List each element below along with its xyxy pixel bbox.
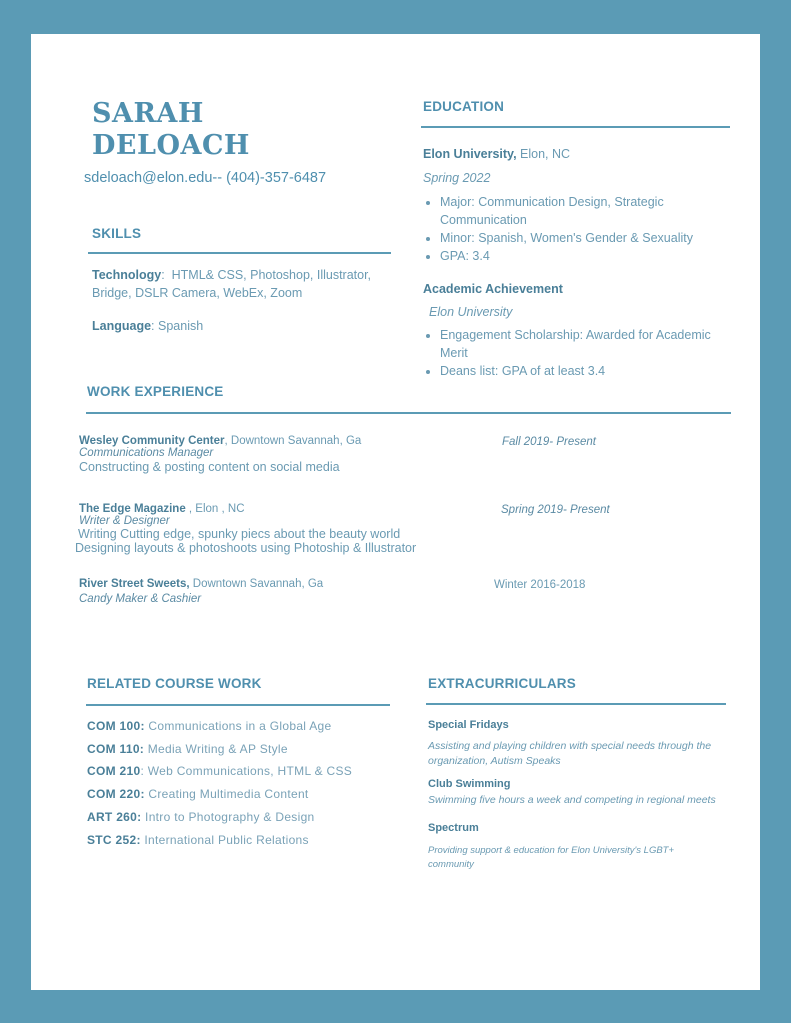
job-org: Wesley Community Center bbox=[79, 435, 225, 447]
extracurriculars-divider bbox=[426, 703, 726, 705]
job-location: , Downtown Savannah, Ga bbox=[224, 435, 362, 447]
job-location: Downtown Savannah, Ga bbox=[189, 578, 324, 590]
education-school: Elon University, bbox=[423, 147, 517, 161]
job-role: Communications Manager bbox=[79, 447, 214, 459]
education-location: Elon, NC bbox=[520, 147, 571, 161]
job-description: Designing layouts & photoshoots using Photoship & Illustrator bbox=[75, 541, 417, 555]
job-entry bbox=[75, 503, 475, 555]
achievement-school: Elon University bbox=[429, 305, 513, 319]
language-value: Spanish bbox=[158, 319, 204, 333]
skills-heading: SKILLS bbox=[92, 226, 142, 241]
job-entry bbox=[79, 435, 459, 474]
skills-divider bbox=[88, 252, 391, 254]
education-details bbox=[424, 193, 724, 265]
job-description: Constructing & posting content on social media bbox=[79, 460, 340, 474]
contact-info: sdeloach@elon.edu-- (404)-357-6487 bbox=[84, 170, 327, 186]
last-name: DELOACH bbox=[92, 130, 250, 161]
language-label: Language bbox=[92, 319, 152, 333]
work-divider bbox=[86, 412, 731, 414]
education-major: • Major: Communication Design, Strategic Communication bbox=[440, 193, 724, 229]
course-list bbox=[87, 715, 352, 851]
job-location: , Elon , NC bbox=[185, 503, 245, 515]
course-item: ART 260: Intro to Photography & Design bbox=[87, 809, 315, 824]
education-date: Spring 2022 bbox=[423, 171, 491, 185]
achievement-list bbox=[424, 326, 724, 380]
course-item: STC 252: International Public Relations bbox=[87, 832, 309, 847]
job-role: Candy Maker & Cashier bbox=[79, 593, 202, 605]
skills-language: Language: Spanish bbox=[92, 319, 204, 333]
skills-technology: Technology: HTML& CSS, Photoshop, Illustrator, Bridge, DSLR Camera, WebEx, Zoom bbox=[92, 268, 372, 300]
resume-page bbox=[31, 34, 760, 990]
extracurricular-title: Special Fridays bbox=[428, 719, 509, 731]
technology-label: Technology bbox=[92, 268, 162, 282]
extracurricular-description: Providing support & education for Elon University's LGBT+ community bbox=[428, 845, 675, 870]
coursework-heading: RELATED COURSE WORK bbox=[87, 676, 262, 691]
technology-value: HTML& CSS, Photoshop, Illustrator, Bridge, DSLR Camera, WebEx, Zoom bbox=[92, 268, 372, 300]
job-role: Writer & Designer bbox=[79, 515, 170, 527]
course-item: COM 220: Creating Multimedia Content bbox=[87, 787, 309, 802]
course-item: COM 210: Web Communications, HTML & CSS bbox=[87, 764, 353, 779]
job-org: River Street Sweets, bbox=[79, 578, 190, 590]
resume-name bbox=[92, 98, 250, 162]
extracurricular-description: Swimming five hours a week and competing in regional meets bbox=[428, 794, 716, 806]
course-item: COM 110: Media Writing & AP Style bbox=[87, 741, 288, 756]
job-date: Winter 2016-2018 bbox=[494, 579, 586, 591]
work-heading: WORK EXPERIENCE bbox=[87, 384, 224, 399]
job-date: Spring 2019- Present bbox=[501, 504, 610, 516]
first-name: SARAH bbox=[92, 98, 204, 129]
job-entry bbox=[79, 578, 459, 605]
job-description: Writing Cutting edge, spunky piecs about the beauty world bbox=[78, 527, 401, 541]
extracurriculars-heading: EXTRACURRICULARS bbox=[428, 676, 576, 691]
achievement-deans-list: • Deans list: GPA of at least 3.4 bbox=[440, 362, 724, 380]
achievement-heading: Academic Achievement bbox=[423, 282, 563, 296]
education-gpa: • GPA: 3.4 bbox=[440, 247, 724, 265]
coursework-divider bbox=[86, 704, 390, 706]
achievement-scholarship: • Engagement Scholarship: Awarded for Academic Merit bbox=[440, 326, 724, 362]
education-heading: EDUCATION bbox=[423, 99, 505, 114]
job-date: Fall 2019- Present bbox=[502, 436, 596, 448]
education-school-line bbox=[423, 145, 570, 163]
education-minor: • Minor: Spanish, Women's Gender & Sexuality bbox=[440, 229, 724, 247]
extracurricular-title: Spectrum bbox=[428, 822, 479, 834]
education-divider bbox=[421, 126, 730, 128]
extracurricular-description: Assisting and playing children with special needs through the organization, Autism Speaks bbox=[428, 740, 712, 767]
job-org: The Edge Magazine bbox=[79, 503, 186, 515]
course-item: COM 100: Communications in a Global Age bbox=[87, 719, 332, 733]
extracurricular-title: Club Swimming bbox=[428, 778, 511, 790]
